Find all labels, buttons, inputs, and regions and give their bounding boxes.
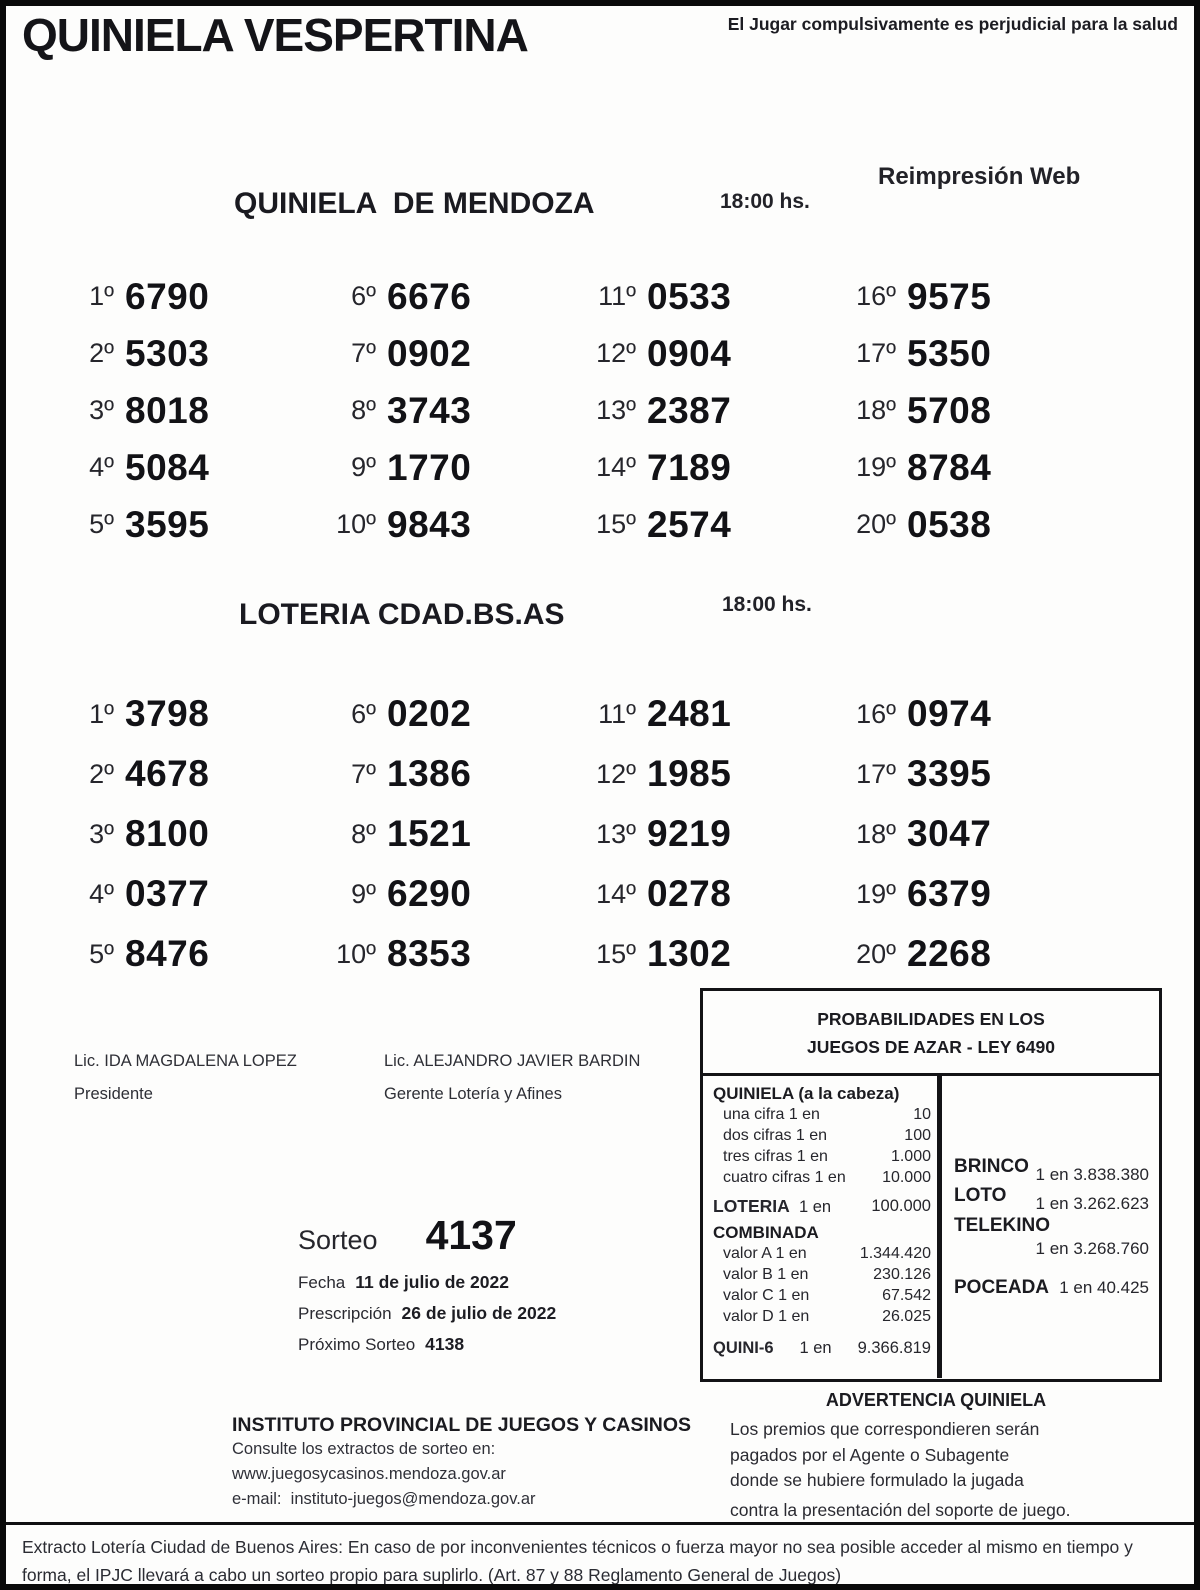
result-number: 1985 [647,753,732,794]
result-row [572,804,731,864]
footer-divider [6,1522,1194,1525]
result-number: 9843 [387,503,472,545]
odds-value: 10 [913,1106,931,1123]
result-position: 20º [856,509,896,539]
result-row [312,439,471,496]
odds-row [713,1285,931,1306]
game-name: BRINCO [954,1156,1029,1177]
odds-mid: 1 en [799,1339,832,1357]
result-position: 8º [351,395,376,425]
odds-value: 10.000 [882,1169,931,1186]
result-row [572,864,731,924]
result-row [572,439,731,496]
health-warning: El Jugar compulsivamente es perjudicial para la salud [727,14,1178,34]
odds-row [713,1146,931,1167]
result-position: 6º [351,698,376,729]
result-position: 10º [336,509,376,539]
result-position: 12º [596,758,636,789]
result-number: 8018 [125,389,210,431]
draw-prescription-row [298,1298,698,1329]
result-position: 1º [89,281,114,311]
result-position: 9º [351,878,376,909]
probabilities-body [703,1076,1159,1378]
draw-main-row [298,1212,698,1259]
result-row [50,382,209,439]
result-position: 18º [856,818,896,849]
odds-label: cuatro cifras 1 en [723,1169,846,1186]
result-row [832,744,991,804]
result-row [572,325,731,382]
signature-president [74,1052,297,1104]
telekino-odds-row [954,1215,1149,1259]
loteria-odds-row [713,1196,931,1218]
advertencia-line: contra la presentación del soporte de juego. [730,1499,1071,1520]
draw-date-value: 11 de julio de 2022 [355,1272,509,1292]
result-row [312,804,471,864]
result-position: 2º [89,338,114,368]
result-position: 14º [596,452,636,482]
draw-label: Sorteo [298,1225,378,1255]
draw-date-label: Fecha [298,1273,346,1292]
result-row [50,268,209,325]
result-row [832,684,991,744]
result-row [312,744,471,804]
game-name: POCEADA [954,1277,1050,1298]
odds-value: 1 en 3.268.760 [1035,1239,1149,1258]
institute-name: INSTITUTO PROVINCIAL DE JUEGOS Y CASINOS [232,1414,692,1436]
result-row [50,744,209,804]
result-position: 3º [89,395,114,425]
institute-website: www.juegosycasinos.mendoza.gov.ar [232,1465,506,1483]
result-number: 3743 [387,389,472,431]
draw-info [298,1212,698,1360]
section-mendoza-title: QUINIELA DE MENDOZA [234,187,595,220]
draw-number: 4137 [425,1212,517,1258]
odds-row [713,1125,931,1146]
result-row [832,268,991,325]
result-row [832,804,991,864]
result-number: 0202 [387,693,472,734]
section-mendoza-time: 18:00 hs. [720,190,810,213]
result-number: 3047 [907,813,992,854]
result-number: 5708 [907,389,992,431]
result-number: 9219 [647,813,732,854]
result-position: 9º [351,452,376,482]
result-number: 8476 [125,933,210,974]
quiniela-odds-header: QUINIELA (a la cabeza) [713,1084,900,1103]
result-number: 3395 [907,753,992,794]
result-position: 10º [336,938,376,969]
result-position: 5º [89,509,114,539]
result-row [50,684,209,744]
odds-mid: 1 en [798,1198,832,1216]
odds-label: tres cifras 1 en [723,1148,828,1165]
result-number: 0538 [907,503,992,545]
result-row [312,496,471,553]
result-position: 18º [856,395,896,425]
result-position: 13º [596,818,636,849]
result-row [50,496,209,553]
result-row [832,496,991,553]
probabilities-left-column [703,1076,937,1378]
next-draw-label: Próximo Sorteo [298,1335,416,1354]
result-position: 19º [856,452,896,482]
result-position: 5º [89,938,114,969]
game-name: LOTERIA [713,1196,790,1216]
result-number: 8784 [907,446,992,488]
game-name: QUINI-6 [713,1339,774,1357]
signature-name: Lic. IDA MAGDALENA LOPEZ [74,1052,297,1070]
result-row [312,864,471,924]
result-number: 6790 [125,275,210,317]
result-row [312,924,471,984]
odds-row [713,1104,931,1125]
result-row [832,924,991,984]
result-number: 6290 [387,873,472,914]
result-number: 0377 [125,873,210,914]
result-number: 2268 [907,933,992,974]
result-position: 12º [596,338,636,368]
odds-label: una cifra 1 en [723,1106,820,1123]
result-position: 20º [856,938,896,969]
result-row [572,924,731,984]
result-number: 3595 [125,503,210,545]
result-row [312,684,471,744]
odds-label: valor C 1 en [723,1287,810,1304]
odds-label: valor D 1 en [723,1308,810,1325]
result-position: 8º [351,818,376,849]
result-number: 5350 [907,332,992,374]
result-row [50,439,209,496]
odds-label: dos cifras 1 en [723,1127,828,1144]
quini6-odds-row [713,1338,931,1359]
result-row [572,684,731,744]
odds-value: 1 en 40.425 [1059,1278,1149,1297]
advertencia-line: Los premios que correspondieren serán [730,1419,1040,1439]
odds-value: 1 en 3.262.623 [1035,1194,1149,1213]
odds-row [713,1264,931,1285]
result-row [832,382,991,439]
result-row [832,439,991,496]
advertencia-title: ADVERTENCIA QUINIELA [825,1390,1047,1410]
result-row [832,325,991,382]
odds-value: 26.025 [882,1308,931,1325]
result-position: 14º [596,878,636,909]
odds-value: 9.366.819 [857,1339,931,1357]
result-number: 3798 [125,693,210,734]
result-position: 4º [89,878,114,909]
result-position: 11º [598,281,636,311]
probabilities-box [700,988,1162,1382]
odds-value: 1.344.420 [859,1245,931,1262]
signature-manager [384,1052,640,1104]
result-number: 7189 [647,446,732,488]
result-number: 1521 [387,813,472,854]
odds-label: valor A 1 en [723,1245,807,1262]
brinco-odds-row [954,1156,1149,1184]
odds-row [713,1243,931,1264]
advertencia-line: pagados por el Agente o Subagente [730,1444,1010,1465]
result-number: 6676 [387,275,472,317]
result-position: 3º [89,818,114,849]
odds-value: 230.126 [873,1266,931,1283]
signature-role: Presidente [74,1085,153,1103]
draw-prescription-label: Prescripción [298,1304,392,1323]
page-title: QUINIELA VESPERTINA [22,9,528,61]
draw-date-row [298,1267,698,1298]
signature-role: Gerente Lotería y Afines [384,1085,562,1103]
footer-legal-text: Extracto Lotería Ciudad de Buenos Aires: En caso de por inconvenientes técnicos o fuerza mayor no sea posible acceder al mismo en tiempo y forma, el IPJC llevará a cabo un sorteo propio para suplirlo. (Art. 87 y 88 Reglamento General de Juegos) [22,1537,1133,1585]
mendoza-results-col-1 [50,268,209,553]
result-position: 11º [598,698,636,729]
bsas-results-col-2 [312,684,471,984]
result-row [312,268,471,325]
result-position: 1º [89,698,114,729]
result-number: 6379 [907,873,992,914]
result-position: 19º [856,878,896,909]
next-draw-row [298,1329,698,1360]
odds-value: 1.000 [890,1148,931,1165]
section-bsas-time: 18:00 hs. [722,593,812,616]
mendoza-results-col-2 [312,268,471,553]
result-position: 15º [596,509,636,539]
result-number: 5303 [125,332,210,374]
result-number: 1302 [647,933,732,974]
poceada-odds-row [954,1277,1149,1299]
result-position: 16º [856,281,896,311]
result-position: 13º [596,395,636,425]
draw-prescription-value: 26 de julio de 2022 [401,1303,557,1323]
result-number: 2574 [647,503,732,545]
odds-value: 100 [904,1127,931,1144]
odds-label [713,1196,831,1218]
mendoza-results-col-3 [572,268,731,553]
result-row [832,864,991,924]
probabilities-title-line2: JUEGOS DE AZAR - LEY 6490 [807,1037,1055,1057]
result-number: 1770 [387,446,472,488]
game-name: LOTO [954,1185,1007,1206]
next-draw-value: 4138 [425,1334,465,1354]
institute-block [232,1414,722,1512]
reimpression-web-label: Reimpresión Web [878,163,1081,190]
result-number: 0902 [387,332,472,374]
result-row [572,744,731,804]
odds-value: 67.542 [882,1287,931,1304]
section-bsas-title: LOTERIA CDAD.BS.AS [239,598,565,631]
result-row [572,496,731,553]
result-number: 2481 [647,693,732,734]
result-number: 0904 [647,332,732,374]
result-row [572,268,731,325]
bsas-results-col-3 [572,684,731,984]
result-position: 7º [351,758,376,789]
mendoza-results-col-4 [832,268,991,553]
result-position: 15º [596,938,636,969]
game-name: TELEKINO [954,1215,1051,1236]
odds-row [713,1306,931,1327]
result-number: 2387 [647,389,732,431]
result-row [572,382,731,439]
loto-odds-row [954,1185,1149,1213]
result-position: 4º [89,452,114,482]
probabilities-title-line1: PROBABILIDADES EN LOS [817,1009,1045,1029]
result-row [50,924,209,984]
result-number: 8100 [125,813,210,854]
advertencia-line: donde se hubiere formulado la jugada [730,1470,1024,1490]
result-position: 7º [351,338,376,368]
result-position: 17º [856,338,896,368]
result-number: 0533 [647,275,732,317]
institute-consult-line: Consulte los extractos de sorteo en: [232,1440,496,1458]
result-row [50,804,209,864]
result-row [312,325,471,382]
result-number: 4678 [125,753,210,794]
result-position: 17º [856,758,896,789]
signature-name: Lic. ALEJANDRO JAVIER BARDIN [384,1052,641,1070]
combinada-odds-header: COMBINADA [713,1223,819,1242]
probabilities-right-column [942,1076,1159,1378]
advertencia-block [730,1390,1142,1523]
result-number: 8353 [387,933,472,974]
result-row [312,382,471,439]
result-number: 0974 [907,693,992,734]
institute-email: e-mail: instituto-juegos@mendoza.gov.ar [232,1490,536,1508]
odds-value: 1 en 3.838.380 [1035,1165,1149,1184]
result-position: 6º [351,281,376,311]
result-position: 2º [89,758,114,789]
odds-label: valor B 1 en [723,1266,809,1283]
result-number: 0278 [647,873,732,914]
result-row [50,864,209,924]
odds-value: 100.000 [871,1197,931,1215]
odds-row [713,1167,931,1188]
result-number: 1386 [387,753,472,794]
probabilities-title [703,991,1159,1076]
bsas-results-col-1 [50,684,209,984]
result-row [50,325,209,382]
result-number: 5084 [125,446,210,488]
result-position: 16º [856,698,896,729]
bsas-results-col-4 [832,684,991,984]
result-number: 9575 [907,275,992,317]
